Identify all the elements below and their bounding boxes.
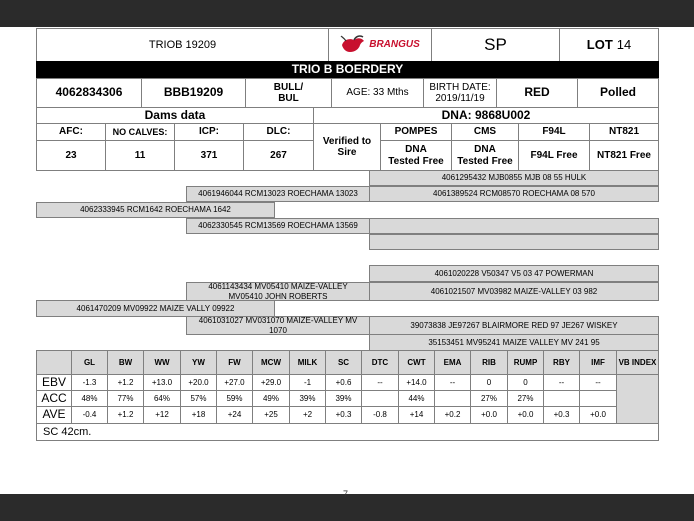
acc-value-yw-text: 57% [190,393,207,403]
sex-text: BULL/ BUL [273,81,304,104]
verified-cell [313,123,381,171]
col-header-imf-text: IMF [591,357,605,367]
afc-label: AFC: [59,126,83,138]
ave-value-rib [470,406,508,424]
ebv-value-gl-text: -1.3 [82,377,97,387]
acc-value-rump-text: 27% [517,393,534,403]
ebv-value-cwt [398,374,435,391]
acc-value-milk [289,390,326,407]
col-header-rby [543,350,580,375]
breeder-name: TRIO B BOERDERY [291,62,404,77]
pedigree-dd-text: 4061031027 MV031070 MAIZE-VALLEY MV 1070 [198,316,358,335]
ave-value-milk [289,406,326,424]
dna-text: DNA: 9868U002 [441,107,531,122]
animal-tag: BBB19209 [163,85,224,100]
acc-value-cwt [398,390,435,407]
dna-cell [313,107,659,124]
pompes-header [380,123,452,141]
f94l-header [518,123,590,141]
col-header-gl-text: GL [83,357,96,367]
lot-number: 14 [616,36,632,52]
pedigree-dss-text: 4061020228 V50347 V5 03 47 POWERMAN [434,268,594,278]
ebv-value-cwt-text: +14.0 [406,377,427,387]
pedigree-ds [186,282,370,301]
logo-cell [328,28,432,62]
ave-value-dtc-text: -0.8 [373,410,387,420]
col-header-bw [107,350,144,375]
ebv-value-dtc-text: -- [377,377,383,387]
acc-value-milk-text: 39% [299,393,316,403]
remark-text: SC 42cm. [43,425,92,438]
horn-cell [577,78,659,108]
ave-value-rib-text: +0.0 [481,410,497,420]
ebv-table [36,350,659,424]
ave-value-ww [143,406,181,424]
lot-cell [559,28,659,62]
pedigree-ss [186,186,370,202]
pedigree-ss-text: 4061946044 RCM13023 ROECHAMA 13023 [198,189,358,199]
icp-label: ICP: [199,126,219,138]
acc-value-sc [325,390,362,407]
col-header-mcw-text: MCW [261,357,281,367]
acc-value-fw [216,390,253,407]
pedigree-ddd [369,334,659,351]
ebv-value-mcw-text: +29.0 [260,377,282,387]
ebv-value-yw-text: +20.0 [188,377,209,387]
pedigree-sire-text: 4062333945 RCM1642 ROECHAMA 1642 [80,205,231,215]
dlc-label: DLC: [266,126,291,138]
horn-text: Polled [599,85,636,100]
ebv-value-rib-text: 0 [486,377,492,387]
icp-value [174,140,244,171]
acc-value-rump [507,390,544,407]
ave-value-rby [543,406,580,424]
ave-value-ema [434,406,471,424]
ebv-corner-cell [36,350,72,375]
ave-value-rump [507,406,544,424]
ebv-value-milk [289,374,326,391]
acc-value-bw [107,390,144,407]
ave-value-bw-text: +1.2 [117,410,134,420]
acc-value-rby [543,390,580,407]
col-header-ema [434,350,471,375]
ebv-value-rib [470,374,508,391]
page-number: 7 [343,489,349,499]
animal-tag-cell [141,78,246,108]
pompes-result [380,140,452,171]
dams-title-text: Dams data [144,107,206,122]
col-header-milk-text: MILK [297,357,318,367]
pedigree-dam-text: 4061470209 MV09922 MAIZE VALLY 09922 [76,303,235,313]
calves-label: NO CALVES: [112,126,168,137]
row-label-ave-text: AVE [42,407,66,422]
cms-result [451,140,519,171]
col-header-rump [507,350,544,375]
acc-value-fw-text: 59% [226,393,243,403]
ave-value-imf [579,406,617,424]
col-header-milk [289,350,326,375]
col-header-sc-text: SC [337,357,350,367]
pedigree-dam [36,300,275,317]
ebv-value-milk-text: -1 [303,377,312,387]
dlc-value-text: 267 [270,149,287,161]
acc-value-gl [71,390,108,407]
pedigree-dsd-text: 4061021507 MV03982 MAIZE-VALLEY 03 982 [430,286,598,296]
ebv-value-ema [434,374,471,391]
pedigree-sd-text: 4062330545 RCM13569 ROECHAMA 13569 [198,221,358,231]
ave-value-gl-text: -0.4 [82,410,97,420]
ave-value-imf-text: +0.0 [590,410,606,420]
acc-value-gl-text: 48% [81,393,98,403]
col-header-ww-text: WW [154,357,170,367]
col-header-cwt-text: CWT [407,357,426,367]
col-header-yw-text: YW [192,357,205,367]
afc-value-text: 23 [65,149,77,161]
ave-value-dtc [361,406,399,424]
pedigree-ssd [369,186,659,202]
ave-value-fw [216,406,253,424]
pedigree-ddd-text: 35153451 MV95241 MAIZE VALLEY MV 241 95 [428,337,600,347]
icp-value-text: 371 [200,149,218,161]
ebv-value-fw [216,374,253,391]
col-header-cwt [398,350,435,375]
dlc-value [243,140,314,171]
ave-value-yw-text: +18 [191,410,206,420]
dlc-header [243,123,314,141]
ebv-value-rby-text: -- [558,377,565,387]
calves-value-text: 11 [134,149,146,161]
pedigree-sd [186,218,370,234]
ebv-value-imf [579,374,617,391]
sp-text: SP [484,35,507,55]
pedigree-sds [369,218,659,234]
nt821-result-text: NT821 Free [597,149,651,161]
ebv-value-bw [107,374,144,391]
ave-value-mcw [252,406,290,424]
f94l-result [518,140,590,171]
col-header-ww [143,350,181,375]
acc-value-ww-text: 64% [153,393,170,403]
age-cell [331,78,424,108]
acc-value-bw-text: 77% [117,393,134,403]
acc-value-ww [143,390,181,407]
col-header-bw-text: BW [118,357,133,367]
ave-value-bw [107,406,144,424]
ebv-value-fw-text: +27.0 [224,377,245,387]
ebv-value-rump [507,374,544,391]
color-text: RED [524,85,550,100]
pedigree-sire [36,202,275,218]
animal-id-cell [36,78,142,108]
birth-date-value: 2019/11/19 [435,93,485,104]
acc-value-sc-text: 39% [335,393,352,403]
col-header-rump-text: RUMP [513,357,538,367]
col-header-dtc-text: DTC [371,357,389,367]
acc-value-dtc [361,390,399,407]
top-dark-band [0,0,694,27]
age-text: AGE: 33 Mths [346,87,409,99]
afc-value [36,140,106,171]
ebv-value-rump-text: 0 [523,377,528,387]
ave-value-rump-text: +0.0 [517,410,534,420]
col-header-yw [180,350,217,375]
acc-value-yw [180,390,217,407]
ebv-value-mcw [252,374,290,391]
pedigree-dsd [369,282,659,301]
ave-value-rby-text: +0.3 [553,410,570,420]
remark-cell [36,423,659,441]
ave-value-ww-text: +12 [155,410,169,420]
pedigree-sss-text: 4061295432 MJB0855 MJB 08 55 HULK [441,173,587,183]
acc-value-imf [579,390,617,407]
col-header-rib-text: RIB [482,357,496,367]
col-header-vb-index [616,350,659,375]
ebv-value-rby [543,374,580,391]
ave-value-milk-text: +2 [302,410,313,420]
acc-value-rib [470,390,508,407]
f94l-label: F94L [542,126,566,138]
reference-text: TRIOB 19209 [148,38,217,51]
acc-value-ema [434,390,471,407]
nt821-result [589,140,659,171]
col-header-sc [325,350,362,375]
cms-header [451,123,519,141]
ave-value-cwt-text: +14 [409,410,424,420]
acc-value-mcw [252,390,290,407]
sp-cell [431,28,560,62]
col-header-vb-index-text: VB INDEX [618,357,657,367]
calves-header [105,123,175,141]
sex-cell [245,78,332,108]
col-header-fw-text: FW [228,357,241,367]
pedigree-dds [369,316,659,335]
verified-text: Verified to Sire [322,135,372,158]
col-header-imf [579,350,617,375]
pedigree-sss [369,170,659,186]
row-label-ebv-text: EBV [41,374,66,389]
pedigree-sdd [369,234,659,250]
ebv-value-sc [325,374,362,391]
ebv-value-dtc [361,374,399,391]
ave-value-sc-text: +0.3 [335,410,352,420]
ebv-value-ww-text: +13.0 [151,377,173,387]
col-header-mcw [252,350,290,375]
ave-value-sc [325,406,362,424]
calves-value [105,140,175,171]
reference-cell [36,28,329,62]
ebv-value-imf-text: -- [595,377,601,387]
acc-value-mcw-text: 49% [262,393,279,403]
animal-id: 4062834306 [55,85,123,100]
pedigree-dd [186,316,370,335]
ave-value-cwt [398,406,435,424]
icp-header [174,123,244,141]
pedigree-dss [369,265,659,282]
ave-value-fw-text: +24 [227,410,242,420]
color-cell [496,78,578,108]
ebv-value-ema-text: -- [449,377,456,387]
ave-value-gl [71,406,108,424]
pedigree-ssd-text: 4061389524 RCM08570 ROECHAMA 08 570 [433,189,595,199]
pedigree-dds-text: 39073838 JE97267 BLAIRMORE RED 97 JE267 WISKEY [410,320,618,330]
f94l-result-text: F94L Free [530,149,578,161]
ebv-value-gl [71,374,108,391]
vb-index-value-cell [616,374,659,424]
row-label-ave [36,406,72,424]
birth-date-cell [423,78,497,108]
pompes-label: POMPES [394,126,438,138]
logo-text: BRANGUS [369,39,420,51]
lot-label: LOT [586,36,613,52]
pompes-result-text: DNA Tested Free [388,144,444,167]
cms-label: CMS [473,126,497,138]
col-header-ema-text: EMA [443,357,462,367]
pedigree-ds-text: 4061143434 MV05410 MAIZE-VALLEY MV05410 JOHN ROBERTS [208,282,348,301]
row-label-acc-text: ACC [41,390,67,405]
col-header-fw [216,350,253,375]
cms-result-text: DNA Tested Free [457,144,513,167]
row-label-ebv [36,374,72,391]
ebv-value-ww [143,374,181,391]
acc-value-cwt-text: 44% [408,393,425,403]
bull-icon [340,35,366,55]
ebv-value-yw [180,374,217,391]
birth-date-label: BIRTH DATE: [429,81,491,93]
col-header-rby-text: RBY [553,357,570,367]
afc-header [36,123,106,141]
acc-value-rib-text: 27% [480,393,497,403]
brangus-logo [340,35,420,55]
ebv-value-bw-text: +1.2 [117,377,134,387]
row-label-acc [36,390,72,407]
dams-data-title [36,107,314,124]
ave-value-mcw-text: +25 [264,410,278,420]
ave-value-ema-text: +0.2 [444,410,461,420]
col-header-rib [470,350,508,375]
col-header-gl [71,350,108,375]
col-header-dtc [361,350,399,375]
breeder-bar [36,61,659,79]
ave-value-yw [180,406,217,424]
nt821-header [589,123,659,141]
ebv-value-sc-text: +0.6 [335,377,352,387]
nt821-label: NT821 [608,126,639,138]
